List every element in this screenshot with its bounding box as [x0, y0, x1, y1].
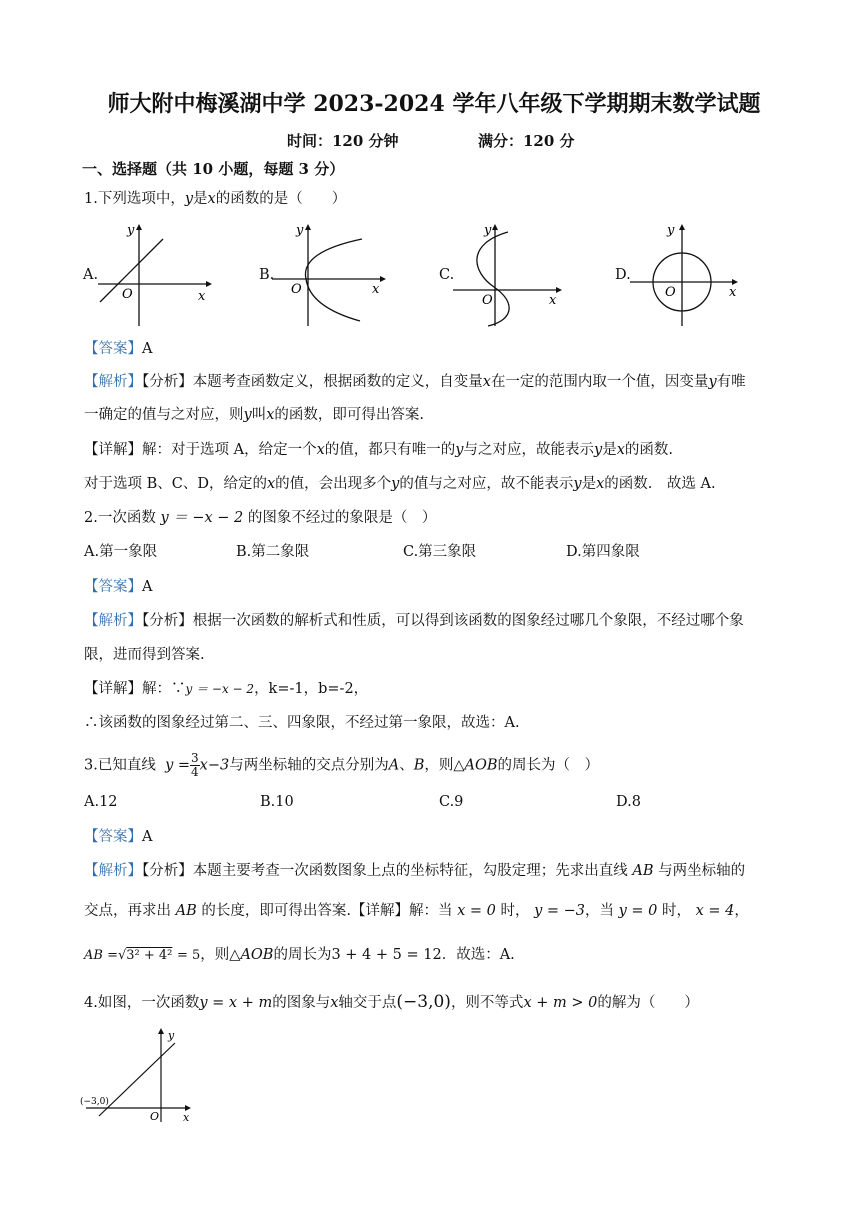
q2-analysis-line2: 限，进而得到答案.	[84, 647, 205, 663]
q1d-y-label: y	[667, 223, 675, 238]
q2-option-c: C.第三象限	[403, 544, 477, 560]
q1-graph-c	[450, 222, 565, 332]
q2-detail-line1: 【详解】解：∵y ＝ −x − 2，k=-1，b=-2，	[84, 681, 369, 697]
q2-option-d: D.第四象限	[566, 544, 640, 560]
q1-option-b-label: B.	[259, 267, 275, 283]
q1a-x-label: x	[198, 289, 206, 304]
q4-stem: 4.如图，一次函数y = x + m的图象与x轴交于点(−3,0)，则不等式x + m > 0的解为（ ）	[84, 992, 699, 1012]
q1-analysis-line1: 【解析】【分析】本题考查函数定义，根据函数的定义，自变量x在一定的范围内取一个值，因变量y有唯	[84, 374, 746, 390]
q3-analysis-line2: 交点，再求出 AB 的长度，即可得出答案.【详解】解：当 x = 0 时， y = −3，当 y = 0 时， x = 4，	[84, 903, 749, 919]
q1-graph-a	[98, 222, 213, 332]
q1b-origin-label: O	[291, 282, 302, 297]
q1c-origin-label: O	[482, 293, 493, 308]
q2-option-b: B.第二象限	[236, 544, 310, 560]
q4-graph	[82, 1028, 197, 1128]
q3-option-c: C.9	[439, 794, 464, 810]
exam-score: 满分：120 分	[478, 132, 575, 150]
q1-option-a-label: A.	[83, 267, 99, 283]
q3-detail-line3: AB =√3² + 4² = 5，则△AOB的周长为3 + 4 + 5 = 12．故选：A.	[84, 947, 515, 963]
q1c-y-label: y	[484, 223, 492, 238]
q3-answer: 【答案】A	[84, 829, 153, 845]
q1d-origin-label: O	[665, 285, 676, 300]
q1-graph-d	[628, 222, 743, 332]
q1-option-d-label: D.	[615, 267, 631, 283]
q1-stem: 1.下列选项中，y是x的函数的是（ ）	[84, 191, 347, 207]
q1c-x-label: x	[549, 293, 557, 308]
q3-option-b: B.10	[260, 794, 294, 810]
section-heading: 一、选择题（共 10 小题，每题 3 分）	[82, 160, 345, 178]
q1-detail-line1: 【详解】解：对于选项 A，给定一个x的值，都只有唯一的y与之对应，故能表示y是x的函数.	[84, 442, 673, 458]
q2-answer: 【答案】A	[84, 579, 153, 595]
q1-detail-line2: 对于选项 B、C、D，给定的x的值，会出现多个y的值与之对应，故不能表示y是x的函数. 故选 A.	[84, 476, 716, 492]
q1-analysis-line2: 一确定的值与之对应，则y叫x的函数，即可得出答案.	[84, 407, 424, 423]
q1-answer: 【答案】A	[84, 341, 153, 357]
q3-option-d: D.8	[616, 794, 641, 810]
q4-x-label: x	[183, 1111, 190, 1124]
q2-analysis-line1: 【解析】【分析】根据一次函数的解析式和性质，可以得到该函数的图象经过哪几个象限，不经过哪个象	[84, 613, 744, 629]
q1b-y-label: y	[296, 223, 304, 238]
q1d-x-label: x	[729, 285, 737, 300]
q2-option-a: A.第一象限	[84, 544, 158, 560]
q3-fraction: $\frac{3}{4}$	[191, 751, 199, 779]
q4-point-label: (−3,0)	[80, 1097, 109, 1107]
q1b-x-label: x	[372, 282, 380, 297]
q4-y-label: y	[168, 1029, 175, 1042]
q1a-origin-label: O	[122, 287, 133, 302]
q1-graph-b	[272, 222, 387, 332]
q1a-y-label: y	[127, 223, 135, 238]
q1-option-c-label: C.	[439, 267, 455, 283]
q2-stem: 2.一次函数 y ＝ −x − 2 的图象不经过的象限是（ ）	[84, 510, 437, 526]
q2-detail-line2: ∴该函数的图象经过第二、三、四象限，不经过第一象限，故选：A.	[84, 715, 520, 731]
exam-time: 时间：120 分钟	[287, 132, 399, 150]
q3-analysis-line1: 【解析】【分析】本题主要考查一次函数图象上点的坐标特征，勾股定理；先求出直线 AB 与两坐标轴的	[84, 863, 746, 879]
q3-stem: 3.已知直线 y = $\frac{3}{4}$ x−3与两坐标轴的交点分别为A、B，则△AOB的周长为（ ）	[84, 751, 600, 779]
page-title: 师大附中梅溪湖中学 2023-2024 学年八年级下学期期末数学试题	[107, 91, 761, 117]
q3-option-a: A.12	[84, 794, 118, 810]
q4-origin-label: O	[150, 1110, 160, 1123]
